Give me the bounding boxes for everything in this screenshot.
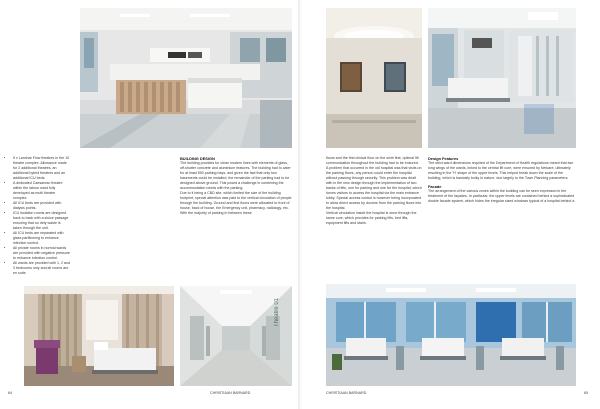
section-heading: BUILDING DESIGN (180, 156, 215, 161)
building-design-column (180, 156, 292, 216)
list-item: • All wards are provided with 1, 2 and 3 bedrooms only and all rooms are en suite. (13, 261, 70, 276)
list-item: • 5 x Laminar Flow theatres in the 10 theatre complex. Allowance made for 2 additional theatres, an additional hybrid theatres and an additional ICU beds. (13, 156, 70, 181)
body-paragraph: Due to it being a CBD site, which limited the size of the building footprint, special attention was paid to the vertical circulation of people through the building. Ground and first floors were allocated to front of house, back of house, the Emergency unit, pharmacy, radiology, etc. With the majority of parking in between these (180, 191, 292, 215)
list-item: • All ICU beds are separated with glass partitioning to enhance infection control. (13, 231, 70, 246)
icu-ward-photo (428, 8, 576, 148)
spine-gutter (298, 0, 302, 409)
page-number-right: 65 (584, 391, 588, 395)
section-heading: Design Features (428, 156, 459, 161)
list-item: • ICU isolation rooms are designed back to back with a sluice passage ensuring that no dirty waste is taken through the unit. (13, 211, 70, 231)
nurses-station-photo (80, 8, 292, 148)
theatre-corridor-photo (180, 286, 292, 386)
list-item: • All ICU beds are provided with dialysis points. (13, 201, 70, 211)
section-heading: Facade (428, 184, 442, 189)
body-paragraph: The strict ward dimensions required of the Department of Health regulations meant that two long wings of the wards, linked to the central lift core, were ensured by Netcare, ultimately resulting in the 'H' shape of the upper levels. This helped break down the scale of the building, which is basically bulky in nature, due largely to the Town Planning parameters. (428, 161, 574, 180)
icu-bay-photo (326, 284, 576, 386)
running-title-right: CHRISTIAAN BARNARD (326, 391, 367, 395)
running-title-left: CHRISTIAAN BARNARD (210, 391, 251, 395)
body-paragraph: Vertical circulation inside the hospital is done through the same core, which provides for parking lifts, bed lifts, equipment lifts and stairs. (326, 211, 417, 225)
patient-room-photo (24, 286, 174, 386)
design-features-column (428, 156, 576, 204)
feature-bullet-list (8, 156, 70, 276)
body-paragraph: floors and the first clinical floor on the sixth first, optimal lift communication throughout the building had to be ensured. (326, 156, 419, 165)
list-item: • All private rooms in normal wards are provided with negative pressure to enhance infection control. (13, 246, 70, 261)
theatre-sign: Theatre 01 (274, 298, 280, 328)
page-number-left: 64 (8, 391, 12, 395)
body-paragraph: A problem that occurred in the old hospital was that visits on the parking floors, any person could enter the hospital without passing through security. This problem was dealt with in the new design through the implementation of two banks of lifts, one for parking and one for the hospital, which forces visitors to access the hospital via the main entrance lobby. Special access control is however being incorporated to allow direct access by doctors from the parking floors into the hospital. (326, 166, 422, 210)
body-paragraph: The arrangement of the various zones within the building can be seen expressed in the treatment of the façades. In particular, the upper levels are contained behind a sophisticated double facade system, which hides the irregular sized windows typical of a hospital behind a (428, 189, 575, 203)
list-item: • A dedicated Caesarean theatre within the labour ward fully developed as multi theatre complex. (13, 181, 70, 201)
lobby-artwork-photo (326, 8, 422, 148)
right-page (300, 0, 600, 409)
left-column-bullets (8, 156, 70, 276)
body-paragraph: The building provides for clean modern lines with elements of glass, off-shutter concrete and aluminium features. The building had to cater for at least 590 parking bays, and given the fact that only two basements could be installed, the remainder of the parking had to be designed above ground. This posed a challenge in combining the accommodation needs with the parking. (180, 161, 291, 190)
circulation-column (326, 156, 422, 226)
